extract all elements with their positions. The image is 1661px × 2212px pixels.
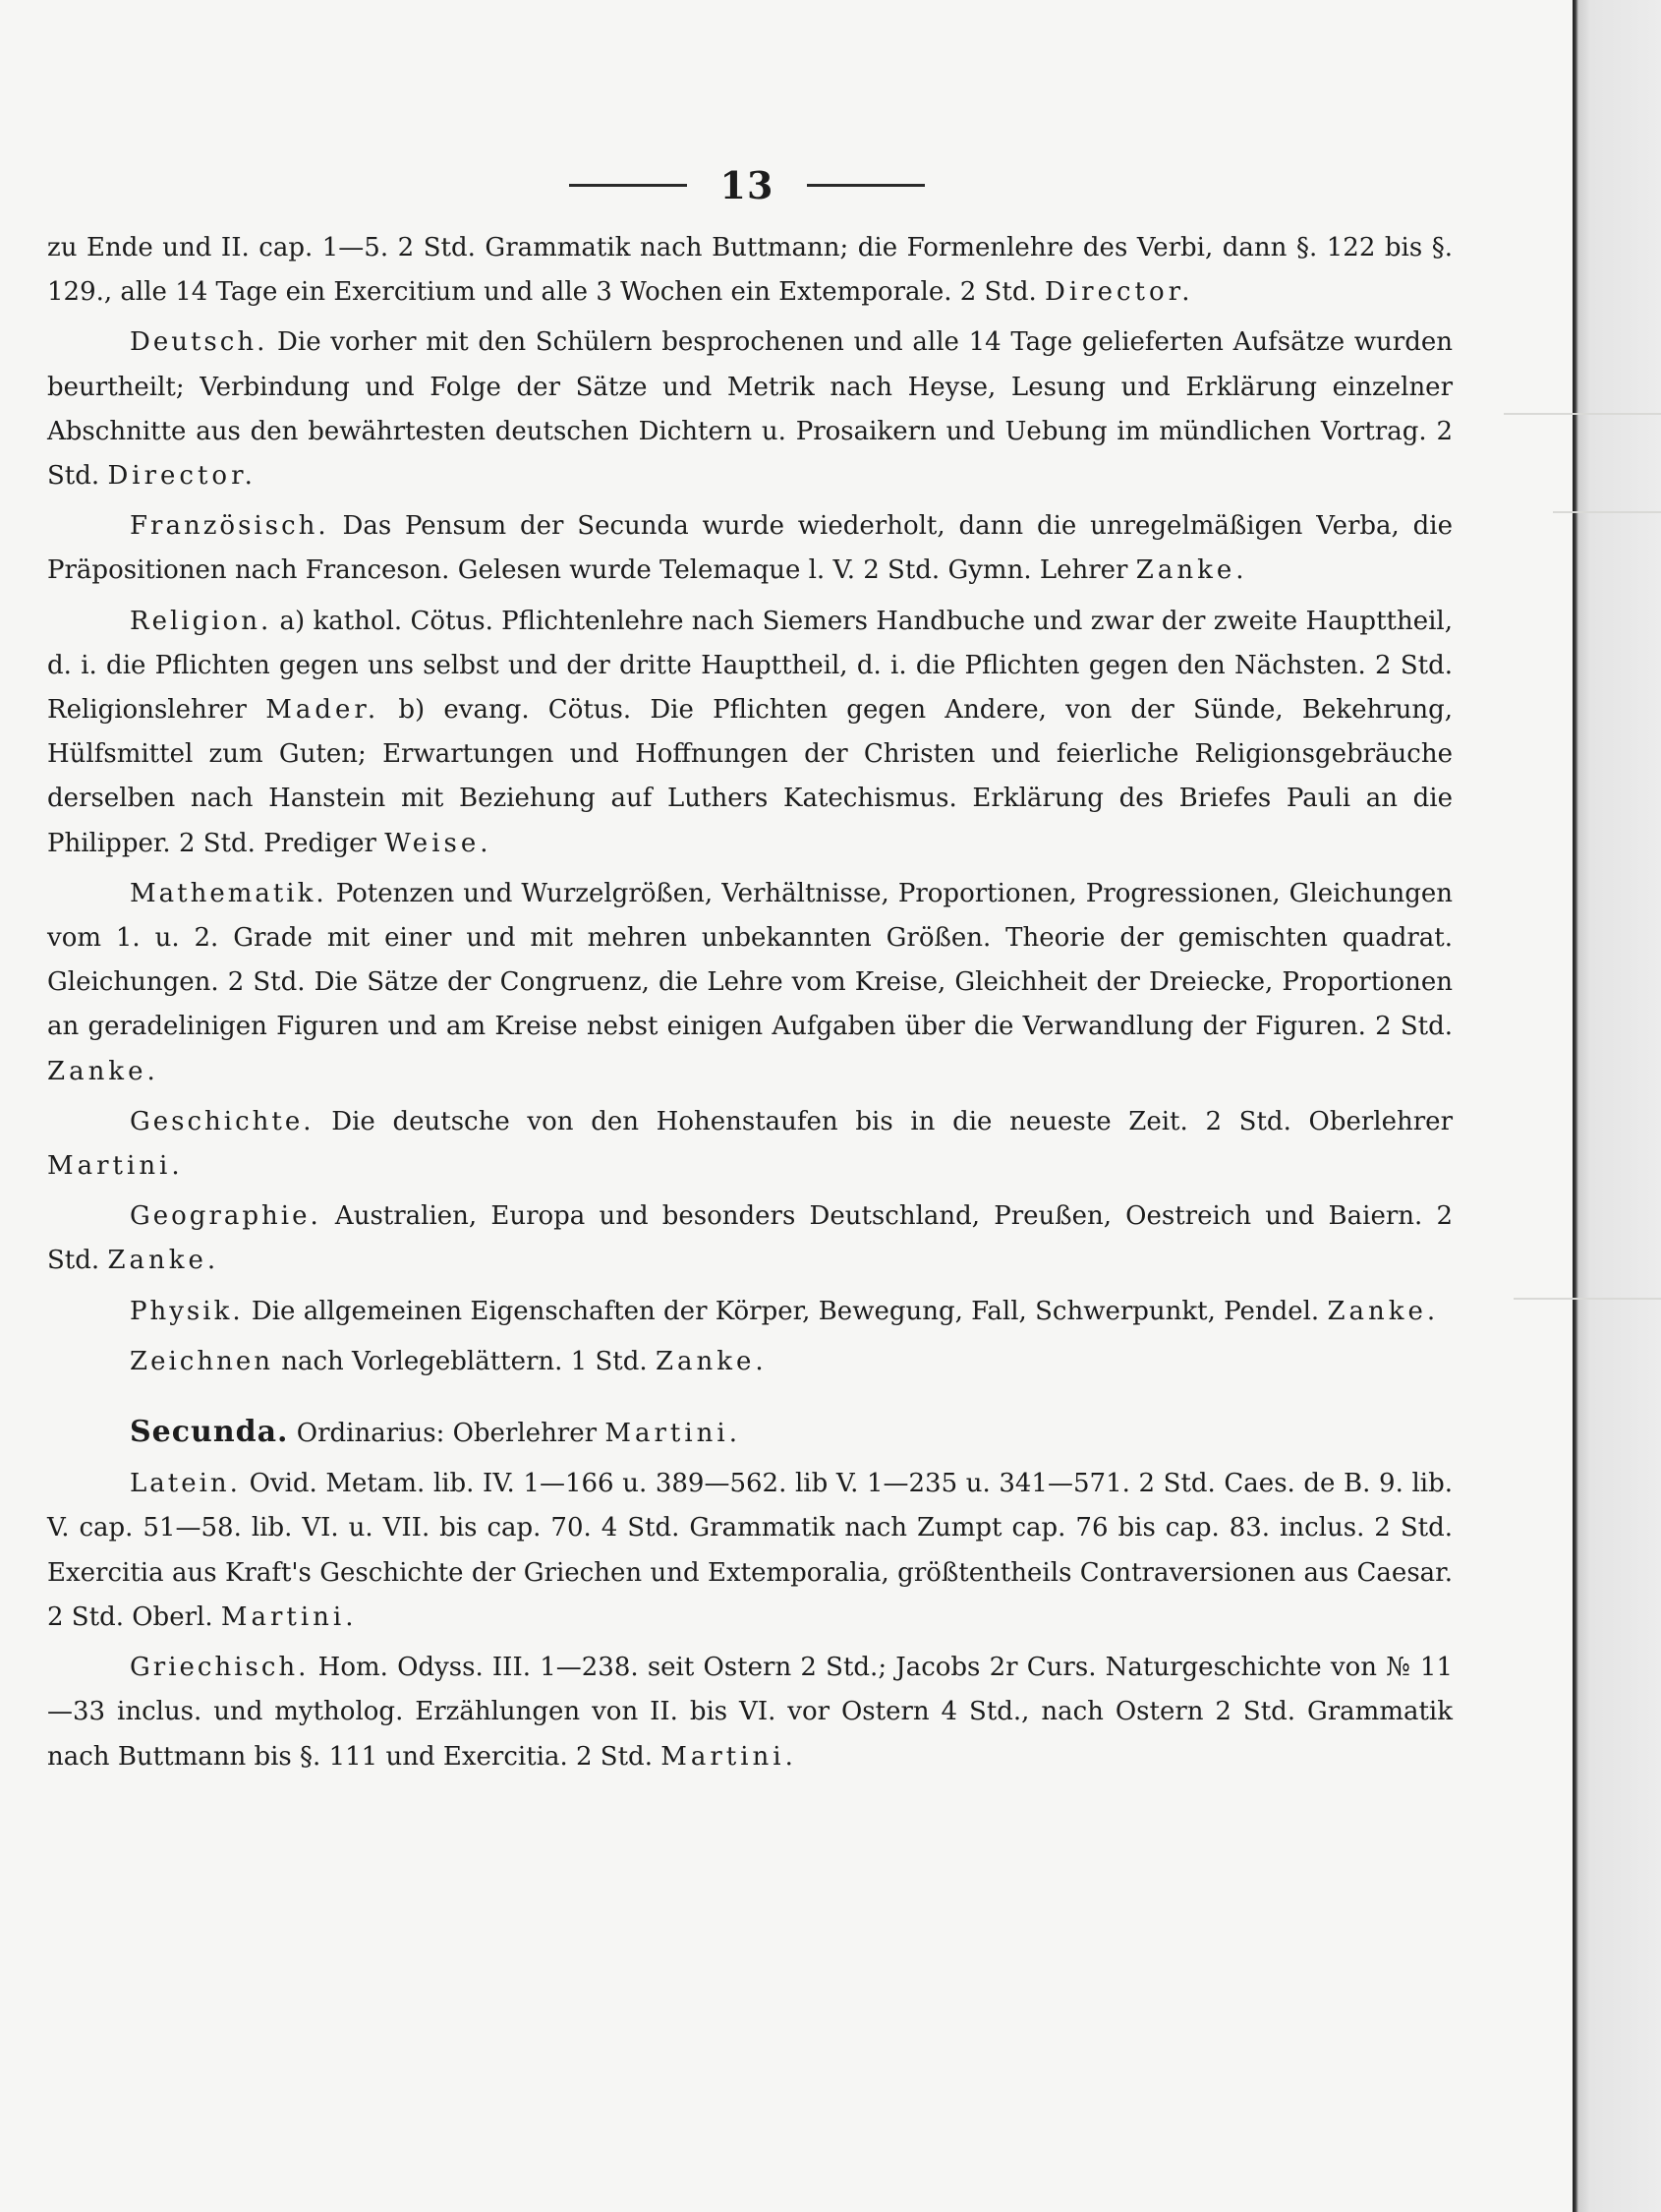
- continuation-paragraph: [47, 226, 1453, 315]
- section-heading: Secunda.: [130, 1415, 289, 1450]
- book-gutter: [1573, 0, 1661, 2212]
- teacher-name: Martini.: [660, 1741, 797, 1772]
- subject-label: Geschichte.: [130, 1106, 315, 1136]
- paragraph-text: nach Vorlegeblättern. 1 Std.: [281, 1346, 648, 1376]
- subject-geographie: [47, 1194, 1453, 1283]
- page-number: 13: [719, 162, 774, 207]
- teacher-name: Zanke.: [655, 1346, 768, 1376]
- paragraph-text: Hom. Odyss. III. 1—238. seit Ostern 2 Std.; Jacobs 2r Curs. Naturgeschichte von № 11—33 inclus. und mytholog. Erzählungen von II. bis VI. vor Ostern 4 Std., nach Ostern 2 Std. Grammatik nach Buttmann bis §. 111 und Exercitia. 2 Std.: [47, 1653, 1454, 1772]
- paragraph-text: Die allgemeinen Eigenschaften der Körper, Bewegung, Fall, Schwerpunkt, Pendel.: [251, 1296, 1320, 1326]
- subject-label: Geographie.: [130, 1201, 321, 1232]
- subject-label: Latein.: [130, 1469, 241, 1499]
- bleed-through-line: [1514, 1298, 1661, 1300]
- subject-label: Religion.: [130, 606, 272, 636]
- teacher-name: Weise.: [384, 828, 492, 858]
- header-rule-right: [807, 184, 925, 187]
- bleed-through-line: [1553, 511, 1661, 513]
- subject-label: Physik.: [130, 1296, 244, 1326]
- paragraph-text: Das Pensum der Secunda wurde wiederholt, dann die unregelmäßigen Verba, die Präpositionen nach Franceson. Gelesen wurde Telemaque l. V. 2 Std. Gymn. Lehrer: [47, 511, 1453, 586]
- subject-label: Deutsch.: [130, 327, 268, 358]
- subject-deutsch: [47, 320, 1453, 498]
- teacher-name: Martini.: [604, 1419, 741, 1449]
- subject-label: Griechisch.: [130, 1653, 310, 1683]
- subject-label: Mathematik.: [130, 878, 327, 908]
- teacher-name: Mader.: [265, 695, 380, 726]
- paragraph-text: a) kathol. Cötus. Pflichtenlehre nach Siemers Handbuche und zwar der zweite Haupttheil, d. i. die Pflichten gegen uns selbst und der dritte Haupttheil, d. i. die Pflichten gegen den Nächsten. 2 Std. Religionslehrer: [47, 606, 1453, 726]
- section-secunda-heading: [47, 1410, 1453, 1456]
- teacher-name: Director.: [1045, 277, 1194, 308]
- subject-griechisch: [47, 1646, 1453, 1779]
- subject-latein: [47, 1462, 1453, 1640]
- teacher-name: Zanke.: [107, 1246, 220, 1276]
- subject-mathematik: [47, 872, 1453, 1094]
- teacher-name: Director.: [107, 461, 257, 492]
- paragraph-text: zu Ende und II. cap. 1—5. 2 Std. Grammatik nach Buttmann; die Formenlehre des Verbi, dann §. 122 bis §. 129., alle 14 Tage ein Exercitium und alle 3 Wochen ein Extemporale. 2 Std.: [47, 233, 1453, 308]
- page-header: [541, 162, 953, 207]
- teacher-name: Martini.: [220, 1601, 358, 1632]
- subject-religion: [47, 600, 1453, 866]
- paragraph-text: b) evang. Cötus. Die Pflichten gegen Andere, von der Sünde, Bekehrung, Hülfsmittel zum Guten; Erwartungen und Hoffnungen der Christen und feierliche Religionsgebräuche derselben nach Hanstein mit Beziehung auf Luthers Katechismus. Erklärung des Briefes Pauli an die Philipper. 2 Std. Prediger: [47, 695, 1454, 858]
- subject-label: Französisch.: [130, 511, 329, 542]
- paragraph-text: Australien, Europa und besonders Deutschland, Preußen, Oestreich und Baiern. 2 Std.: [47, 1201, 1454, 1276]
- paragraph-text: Die deutsche von den Hohenstaufen bis in die neueste Zeit. 2 Std. Oberlehrer: [331, 1106, 1454, 1136]
- paragraph-text: Die vorher mit den Schülern besprochenen und alle 14 Tage gelieferten Aufsätze wurden beurtheilt; Verbindung und Folge der Sätze und Metrik nach Heyse, Lesung und Erklärung einzelner Abschnitte aus den bewährtesten deutschen Dichtern u. Prosaikern und Uebung im mündlichen Vortrag. 2 Std.: [47, 327, 1454, 492]
- subject-geschichte: [47, 1100, 1453, 1189]
- subject-zeichnen: [47, 1340, 1453, 1384]
- subject-label: Zeichnen: [130, 1346, 273, 1376]
- ordinarius-label: Ordinarius: Oberlehrer: [296, 1419, 598, 1449]
- header-rule-left: [569, 184, 687, 187]
- subject-franzoesisch: [47, 504, 1453, 593]
- teacher-name: Zanke.: [47, 1056, 159, 1086]
- bleed-through-line: [1504, 413, 1661, 415]
- body-text: [47, 226, 1453, 1779]
- teacher-name: Zanke.: [1135, 555, 1248, 586]
- paragraph-text: Potenzen und Wurzelgrößen, Verhältnisse, Proportionen, Progressionen, Gleichungen vom 1. u. 2. Grade mit einer und mit mehren unbekannten Größen. Theorie der gemischten quadrat. Gleichungen. 2 Std. Die Sätze der Congruenz, die Lehre vom Kreise, Gleichheit der Dreiecke, Proportionen an geradelinigen Figuren und am Kreise nebst einigen Aufgaben über die Verwandlung der Figuren. 2 Std.: [47, 878, 1453, 1042]
- paragraph-text: Ovid. Metam. lib. IV. 1—166 u. 389—562. lib V. 1—235 u. 341—571. 2 Std. Caes. de B. 9. lib. V. cap. 51—58. lib. VI. u. VII. bis cap. 70. 4 Std. Grammatik nach Zumpt cap. 76 bis cap. 83. inclus. 2 Std. Exercitia aus Kraft's Geschichte der Griechen und Extemporalia, größtentheils Contraversionen aus Caesar. 2 Std. Oberl.: [47, 1469, 1454, 1632]
- teacher-name: Martini.: [47, 1151, 184, 1182]
- teacher-name: Zanke.: [1327, 1296, 1440, 1326]
- subject-physik: [47, 1290, 1453, 1334]
